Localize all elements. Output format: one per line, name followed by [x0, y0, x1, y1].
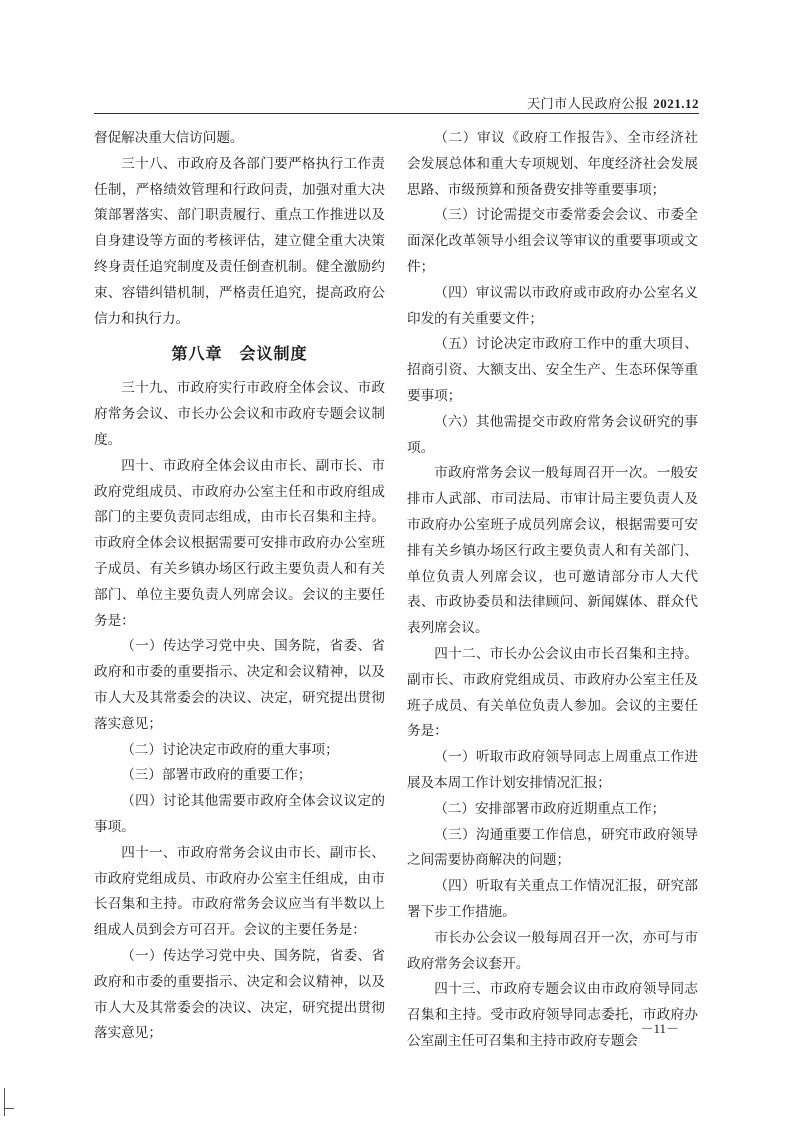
paragraph: （六）其他需提交市政府常务会议研究的事项。	[407, 413, 698, 456]
paragraph: （三）沟通重要工作信息，研究市政府领导之间需要协商解决的问题；	[407, 826, 698, 869]
page-header	[527, 93, 699, 112]
paragraph: （三）讨论需提交市委常委会会议、市委全面深化改革领导小组会议等审议的重要事项或文件；	[407, 207, 698, 275]
right-column	[407, 126, 698, 1055]
paragraph: 四十一、市政府常务会议由市长、副市长、市政府党组成员、市政府办公室主任组成，由市长召集和主持。市政府常务会议应当有半数以上组成人员到会方可召开。会议的主要任务是：	[94, 844, 385, 939]
paragraph: 三十九、市政府实行市政府全体会议、市政府常务会议、市长办公会议和市政府专题会议制度。	[94, 380, 385, 448]
page-number: －11－	[640, 1021, 679, 1036]
paragraph: （四）讨论其他需要市政府全体会议议定的事项。	[94, 793, 385, 835]
paragraph: 四十、市政府全体会议由市长、副市长、市政府党组成员、市政府办公室主任和市政府组成部门的主要负责同志组成，由市长召集和主持。市政府全体会议根据需要可安排市政府办公室班子成员、有关乡镇办场区行政主要负责人和有关部门、单位主要负责人列席会议。会议的主要任务是：	[94, 457, 385, 629]
chapter-heading: 第八章 会议制度	[171, 344, 308, 364]
paragraph: （一）听取市政府领导同志上周重点工作进展及本周工作计划安排情况汇报；	[407, 749, 698, 791]
paragraph: 四十二、市长办公会议由市长召集和主持。副市长、市政府党组成员、市政府办公室主任及班子成员、有关单位负责人参加。会议的主要任务是：	[407, 645, 698, 740]
paragraph: 四十三、市政府专题会议由市政府领导同志召集和主持。受市政府领导同志委托，市政府办公室副主任可召集和主持市政府专题会	[407, 981, 698, 1049]
paragraph: （二）审议《政府工作报告》、全市经济社会发展总体和重大专项规划、年度经济社会发展思路、市级预算和预备费安排等重要事项；	[407, 130, 698, 198]
crop-mark	[4, 1108, 14, 1109]
crop-mark	[4, 1088, 5, 1116]
left-column	[94, 126, 385, 1047]
paragraph: （一）传达学习党中央、国务院，省委、省政府和市委的重要指示、决定和会议精神，以及市人大及其常委会的决议、决定，研究提出贯彻落实意见；	[94, 638, 385, 732]
paragraph: （四）听取有关重点工作情况汇报，研究部署下步工作措施。	[407, 878, 698, 920]
paragraph: （四）审议需以市政府或市政府办公室名义印发的有关重要文件；	[407, 284, 698, 327]
publication-title: 天门市人民政府公报	[527, 97, 649, 112]
paragraph: 市政府常务会议一般每周召开一次。一般安排市人武部、市司法局、市审计局主要负责人及市政府办公室班子成员列席会议，根据需要可安排有关乡镇办场区行政主要负责人和有关部门、单位负责人列席会议，也可邀请部分市人大代表、市政协委员和法律顾问、新闻媒体、群众代表列席会议。	[407, 465, 698, 637]
paragraph: （三）部署市政府的重要工作；	[121, 767, 312, 784]
paragraph: 市长办公会议一般每周召开一次，亦可与市政府常务会议套开。	[407, 929, 698, 972]
paragraph: （一）传达学习党中央、国务院，省委、省政府和市委的重要指示、决定和会议精神，以及市人大及其常委会的决议、决定，研究提出贯彻落实意见；	[94, 947, 385, 1042]
issue-number: 2021.12	[653, 96, 699, 111]
paragraph: （二）讨论决定市政府的重大事项；	[121, 741, 339, 758]
header-divider	[94, 113, 699, 114]
paragraph: （五）讨论决定市政府工作中的重大项目、招商引资、大额支出、安全生产、生态环保等重要事项；	[407, 336, 698, 404]
paragraph: （二）安排部署市政府近期重点工作；	[434, 800, 666, 817]
paragraph: 督促解决重大信访问题。	[94, 130, 244, 146]
paragraph: 三十八、市政府及各部门要严格执行工作责任制，严格绩效管理和行政问责，加强对重大决策部署落实、部门职责履行、重点工作推进以及自身建设等方面的考核评估，建立健全重大决策终身责任追究制度及责任倒查机制。健全激励约束、容错纠错机制，严格责任追究，提高政府公信力和执行力。	[94, 155, 385, 327]
